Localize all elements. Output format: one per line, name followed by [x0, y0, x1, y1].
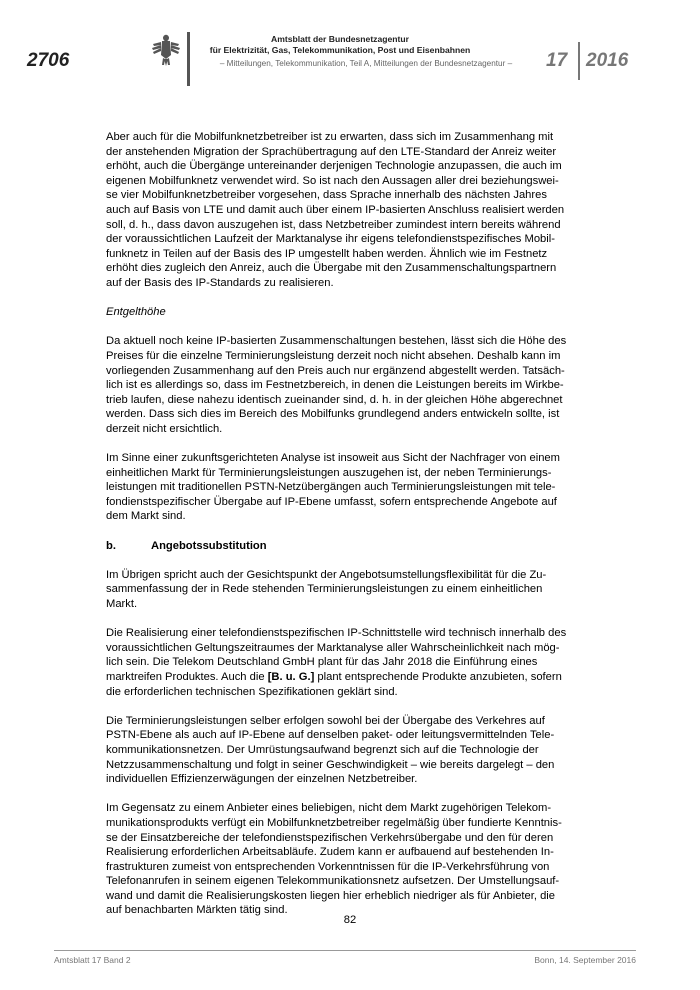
paragraph	[106, 626, 596, 699]
text-line: eigenen Mobilfunknetz verwendet wird. So ist nach den Aussagen aller drei beziehungswei-	[106, 174, 559, 187]
page-number: 2706	[27, 50, 70, 71]
text-line: auch auf Basis von LTE und damit auch über einem IP-basierten Anschluss realisiert werden	[106, 203, 565, 216]
issue-divider	[578, 42, 580, 80]
text-line: kommunikationsnetzen. Der Umrüstungsaufwand begrenzt sich auf die Technologie der	[106, 743, 539, 756]
text-line: voraussichtlichen Geltungszeitraumes der Marktanalyse aller Wahrscheinlichkeit nach mög-	[106, 641, 560, 654]
document-body	[106, 130, 596, 933]
text-line: Die Realisierung einer telefondienstspezifischen IP-Schnittstelle wird technisch innerhalb des	[106, 627, 567, 640]
text-line: Markt.	[106, 598, 138, 610]
text-line: Telefonanrufen in seinem eigenen Telekommunikationsnetz aufsetzen. Der Umstellungsauf-	[106, 875, 560, 888]
text-line: individuellen Effizienzerwägungen der einzelnen Netzbetreiber.	[106, 773, 418, 786]
section-letter: b.	[106, 539, 116, 552]
text-line: dem Markt sind.	[106, 510, 186, 523]
text-line: erhöht dies zugleich den Anreiz, auch die Übergabe mit den Zusammenschaltungspartnern	[106, 262, 557, 275]
text-line: Da aktuell noch keine IP-basierten Zusammenschaltungen bestehen, lässt sich die Höhe des	[106, 335, 567, 348]
paragraph	[106, 334, 596, 436]
issue-number: 17	[546, 50, 568, 71]
text-line: funknetz in Teilen auf der Basis des IP umgestellt haben werden. Ähnlich wie im Festnetz	[106, 247, 548, 260]
footer-date: Bonn, 14. September 2016	[534, 955, 636, 965]
text-line: lich ist es allerdings so, dass im Festnetzbereich, in denen die Leistungen bereits im Wirkbe-	[106, 379, 564, 392]
redaction-marker: [B. u. G.]	[267, 670, 315, 683]
text-line: leistungen mit traditionellen PSTN-Netzübergängen auch Terminierungsleistungen mit tele-	[106, 481, 556, 494]
text-line: se der Einsatzbereiche der telefondienstspezifischen Verkehrsübergabe und den für deren	[106, 831, 554, 844]
text-line: sammenfassung der in Rede stehenden Terminierungsleistungen zu einem einheitlichen	[106, 583, 543, 596]
text-line: Die Terminierungsleistungen selber erfolgen sowohl bei der Übergabe des Verkehres auf	[106, 714, 545, 727]
footer-divider	[54, 950, 636, 951]
text-line: Realisierung erforderlichen Arbeitsabläufe. Zudem kann er aufbauend auf bestehenden In-	[106, 846, 554, 859]
subheading-entgelthoehe: Entgelthöhe	[106, 306, 166, 319]
paragraph	[106, 130, 596, 291]
paragraph	[106, 714, 596, 787]
gazette-title: Amtsblatt der Bundesnetzagentur	[271, 34, 409, 44]
paragraph	[106, 568, 596, 612]
text-line: der anstehenden Migration der Sprachübertragung auf den LTE-Standard der Anreiz weiter	[106, 145, 557, 158]
text-line: soll, d. h., dass davon auszugehen ist, dass Netzbetreiber zumindest intern bereits während	[106, 218, 561, 231]
footer-publication: Amtsblatt 17 Band 2	[54, 955, 131, 965]
text-line	[106, 670, 596, 685]
federal-eagle-icon	[152, 33, 180, 67]
issue-year: 2016	[586, 50, 629, 71]
text-line: erhöht, auch die Übergänge untereinander derjenigen Technologie anzupassen, die auch im	[106, 160, 562, 173]
paragraph	[106, 451, 596, 524]
text-line: Im Übrigen spricht auch der Gesichtspunkt der Angebotsumstellungsflexibilität für die Zu-	[106, 568, 547, 581]
paragraph	[106, 801, 596, 918]
text-line: einheitlichen Markt für Terminierungsleistungen auszugehen ist, der neben Terminierungs-	[106, 466, 552, 479]
gazette-subtitle-authority: für Elektrizität, Gas, Telekommunikation, Post und Eisenbahnen	[209, 45, 471, 55]
text-line: lich sein. Die Telekom Deutschland GmbH plant für das Jahr 2018 die Einführung eines	[106, 656, 538, 669]
text-line: PSTN-Ebene als auch auf IP-Ebene auf denselben paket- oder leitungsvermittelnden Tele-	[106, 729, 555, 742]
text-line: munikationsprodukts verfügt ein Mobilfunknetzbetreiber regelmäßig über fundierte Kenntnis-	[106, 816, 562, 829]
text-line: Im Gegensatz zu einem Anbieter eines beliebigen, nicht dem Markt zugehörigen Telekom-	[106, 802, 552, 815]
text-run: marktreifen Produktes. Auch die	[106, 670, 268, 683]
text-line: Im Sinne einer zukunftsgerichteten Analyse ist insoweit aus Sicht der Nachfrager von einem	[106, 452, 560, 465]
text-line: der voraussichtlichen Laufzeit der Marktanalyse ihr eigens telefondienstspezifisches Mobil-	[106, 233, 555, 246]
text-line: auf benachbarten Märkten tätig sind.	[106, 904, 288, 917]
text-line: se vier Mobilfunknetzbetreiber vorgesehen, dass Sprache innerhalb des nächsten Jahres	[106, 189, 547, 202]
text-line: fondienstspezifischer Übergabe auf IP-Ebene umfasst, sofern entsprechende Angebote auf	[106, 495, 557, 508]
text-line: werden. Dass sich dies im Bereich des Mobilfunks grundlegend anders entwickeln sollte, ist	[106, 408, 560, 421]
text-line: derzeit nicht ersichtlich.	[106, 422, 223, 435]
text-line: Preises für die einzelne Terminierungsleistung derzeit noch nicht absehen. Deshalb kann im	[106, 349, 561, 362]
text-run: plant entsprechende Produkte anzubieten, sofern	[314, 670, 562, 683]
footer-page-number: 82	[343, 914, 357, 926]
text-line: trieb laufen, diese nahezu identisch zueinander sind, d. h. in der gleichen Höhe abgerechnet	[106, 393, 563, 406]
text-line: Netzzusammenschaltung und folgt in seiner Geschwindigkeit – wie bereits dargelegt – den	[106, 758, 555, 771]
text-line: frastrukturen zumeist von entsprechenden Vorkenntnissen für die IP-Verkehrsführung von	[106, 860, 550, 873]
text-line: auf der Basis des IP-Standards zu realisieren.	[106, 276, 334, 289]
text-line: Aber auch für die Mobilfunknetzbetreiber ist zu erwarten, dass sich im Zusammenhang mit	[106, 131, 554, 143]
text-line: die erforderlichen technischen Spezifikationen geklärt sind.	[106, 685, 398, 698]
section-title: Angebotssubstitution	[151, 539, 267, 552]
text-line: vorliegenden Zusammenhang auf den Preis auch nur ergänzend abgestellt werden. Tatsäch-	[106, 364, 565, 377]
section-heading	[106, 539, 596, 554]
text-line: wand und damit die Realisierungskosten liegen hier erheblich niedriger als für Anbieter, die	[106, 889, 556, 902]
gazette-section: – Mitteilungen, Telekommunikation, Teil A, Mitteilungen der Bundesnetzagentur –	[219, 59, 513, 68]
